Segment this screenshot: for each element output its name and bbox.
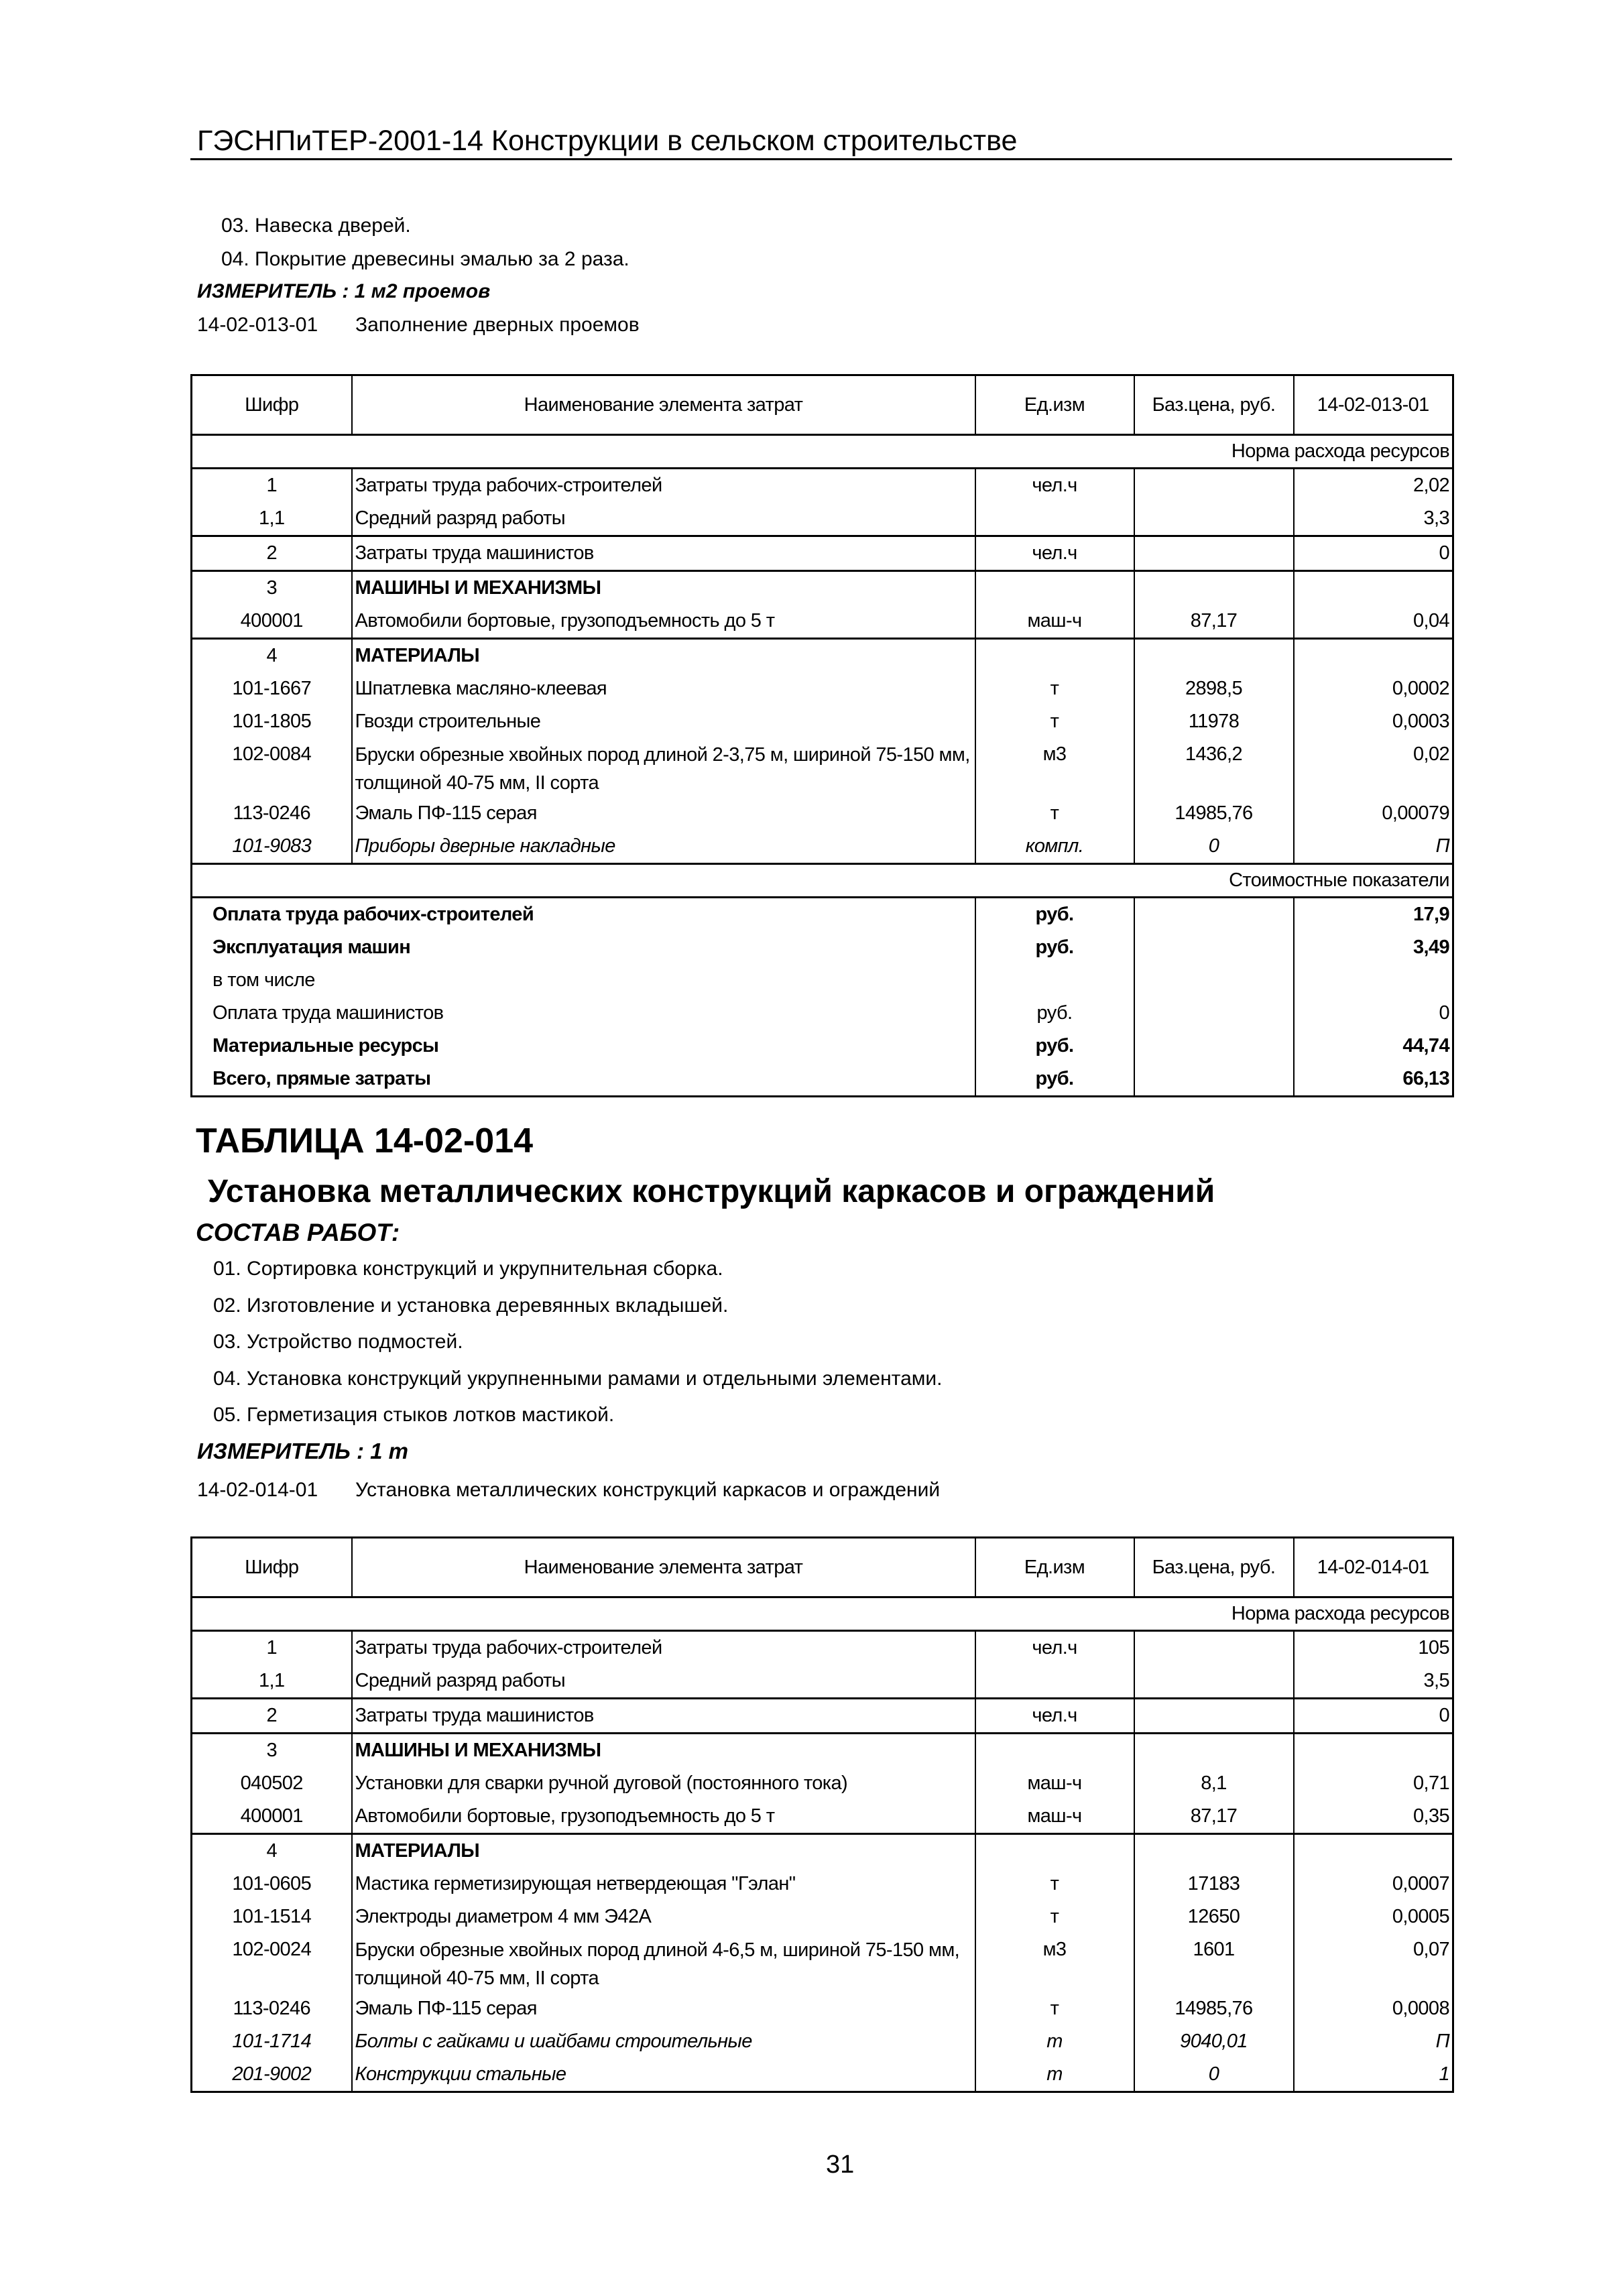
row-code: 101-1667	[192, 672, 352, 705]
cost-label: Стоимостные показатели	[192, 864, 1453, 898]
norm-title: Заполнение дверных проемов	[355, 314, 640, 336]
row-price: 87,17	[1134, 605, 1294, 639]
table-row	[192, 672, 1453, 705]
row-code: 4	[192, 1834, 352, 1868]
summary-empty	[1134, 1030, 1294, 1063]
summary-row	[192, 997, 1453, 1030]
measure-unit: ИЗМЕРИТЕЛЬ : 1 т	[197, 1439, 408, 1463]
row-price: 0	[1134, 830, 1294, 864]
table-row	[192, 1665, 1453, 1699]
row-value: 0,04	[1294, 605, 1453, 639]
row-unit: т	[975, 1992, 1134, 2025]
summary-value: 44,74	[1294, 1030, 1453, 1063]
summary-unit: руб.	[975, 931, 1134, 964]
norma-row	[192, 1597, 1453, 1631]
summary-value: 66,13	[1294, 1063, 1453, 1097]
row-code: 3	[192, 571, 352, 605]
row-value: 3,3	[1294, 502, 1453, 536]
column-header-unit: Ед.изм	[975, 1538, 1134, 1597]
row-value: 3,5	[1294, 1665, 1453, 1699]
table-row	[192, 571, 1453, 605]
norma-label: Норма расхода ресурсов	[192, 1597, 1453, 1631]
row-value	[1294, 639, 1453, 673]
row-code: 102-0084	[192, 738, 352, 797]
row-code: 2	[192, 1699, 352, 1734]
row-value: 0,0008	[1294, 1992, 1453, 2025]
row-value: 0,35	[1294, 1800, 1453, 1834]
row-value: 0	[1294, 1699, 1453, 1734]
resource-table-14-02-014	[190, 1536, 1454, 2093]
table-row	[192, 2025, 1453, 2058]
table-row	[192, 705, 1453, 738]
row-value: 1	[1294, 2058, 1453, 2092]
column-header-price: Баз.цена, руб.	[1134, 1538, 1294, 1597]
row-unit: компл.	[975, 830, 1134, 864]
header-row	[192, 1538, 1453, 1597]
summary-empty	[1134, 964, 1294, 997]
row-price	[1134, 502, 1294, 536]
table-row	[192, 639, 1453, 673]
row-price: 9040,01	[1134, 2025, 1294, 2058]
row-unit	[975, 1665, 1134, 1699]
row-code: 201-9002	[192, 2058, 352, 2092]
row-price: 0	[1134, 2058, 1294, 2092]
row-price: 87,17	[1134, 1800, 1294, 1834]
summary-label: Всего, прямые затраты	[192, 1063, 975, 1097]
column-header-name: Наименование элемента затрат	[352, 1538, 975, 1597]
row-value: 0,0003	[1294, 705, 1453, 738]
row-value	[1294, 571, 1453, 605]
row-unit: чел.ч	[975, 1699, 1134, 1734]
row-code: 1	[192, 1631, 352, 1665]
row-unit	[975, 1734, 1134, 1768]
row-unit: маш-ч	[975, 1767, 1134, 1800]
summary-label: Оплата труда рабочих-строителей	[192, 898, 975, 932]
work-item: 03. Навеска дверей.	[221, 215, 411, 237]
row-value: П	[1294, 2025, 1453, 2058]
row-unit: чел.ч	[975, 1631, 1134, 1665]
row-value: 0,00079	[1294, 797, 1453, 830]
row-unit: маш-ч	[975, 1800, 1134, 1834]
row-code: 101-0605	[192, 1868, 352, 1900]
table-title: ТАБЛИЦА 14-02-014	[196, 1122, 534, 1160]
row-unit: т	[975, 797, 1134, 830]
row-code: 1	[192, 469, 352, 503]
summary-label: Оплата труда машинистов	[192, 997, 975, 1030]
row-name: МАШИНЫ И МЕХАНИЗМЫ	[352, 571, 975, 605]
row-code: 101-1514	[192, 1900, 352, 1933]
row-unit	[975, 639, 1134, 673]
row-code: 040502	[192, 1767, 352, 1800]
summary-unit: руб.	[975, 1063, 1134, 1097]
table-row	[192, 1800, 1453, 1834]
row-code: 1,1	[192, 1665, 352, 1699]
row-unit: т	[975, 2025, 1134, 2058]
row-name: МАТЕРИАЛЫ	[352, 639, 975, 673]
row-code: 400001	[192, 1800, 352, 1834]
row-value: 2,02	[1294, 469, 1453, 503]
table-row	[192, 1734, 1453, 1768]
row-code: 4	[192, 639, 352, 673]
row-code: 1,1	[192, 502, 352, 536]
column-header-code: 14-02-014-01	[1294, 1538, 1453, 1597]
summary-value: 0	[1294, 997, 1453, 1030]
row-price	[1134, 469, 1294, 503]
table-row	[192, 1868, 1453, 1900]
summary-unit	[975, 964, 1134, 997]
row-name: Бруски обрезные хвойных пород длиной 4-6,5 м, шириной 75-150 мм, толщиной 40-75 мм, II сорта	[352, 1933, 975, 1992]
running-header: ГЭСНПиТЕР-2001-14 Конструкции в сельском строительстве	[197, 125, 1018, 157]
row-name: Затраты труда машинистов	[352, 1699, 975, 1734]
row-price: 12650	[1134, 1900, 1294, 1933]
row-value	[1294, 1834, 1453, 1868]
row-name: Мастика герметизирующая нетвердеющая "Гэлан"	[352, 1868, 975, 1900]
row-price: 11978	[1134, 705, 1294, 738]
column-header-shifr: Шифр	[192, 375, 352, 435]
row-code: 3	[192, 1734, 352, 1768]
row-name: МАШИНЫ И МЕХАНИЗМЫ	[352, 1734, 975, 1768]
table-row	[192, 1834, 1453, 1868]
row-name: Приборы дверные накладные	[352, 830, 975, 864]
row-name: Гвозди строительные	[352, 705, 975, 738]
table-row	[192, 830, 1453, 864]
row-value: 0	[1294, 536, 1453, 571]
table-row	[192, 1631, 1453, 1665]
work-item: 05. Герметизация стыков лотков мастикой.	[213, 1404, 615, 1426]
row-price: 14985,76	[1134, 1992, 1294, 2025]
table-row	[192, 1992, 1453, 2025]
row-name: Конструкции стальные	[352, 2058, 975, 2092]
column-header-shifr: Шифр	[192, 1538, 352, 1597]
row-price	[1134, 1699, 1294, 1734]
row-unit: т	[975, 1868, 1134, 1900]
row-value: 105	[1294, 1631, 1453, 1665]
row-value: 0,0007	[1294, 1868, 1453, 1900]
column-header-name: Наименование элемента затрат	[352, 375, 975, 435]
summary-value	[1294, 964, 1453, 997]
summary-row	[192, 898, 1453, 932]
row-value	[1294, 1734, 1453, 1768]
row-price	[1134, 1834, 1294, 1868]
summary-unit: руб.	[975, 1030, 1134, 1063]
row-price: 17183	[1134, 1868, 1294, 1900]
work-item: 03. Устройство подмостей.	[213, 1331, 463, 1353]
summary-empty	[1134, 898, 1294, 932]
column-header-unit: Ед.изм	[975, 375, 1134, 435]
row-unit: т	[975, 672, 1134, 705]
row-price: 2898,5	[1134, 672, 1294, 705]
row-unit	[975, 571, 1134, 605]
row-value: 0,07	[1294, 1933, 1453, 1992]
row-unit	[975, 1834, 1134, 1868]
row-unit	[975, 502, 1134, 536]
norm-title: Установка металлических конструкций каркасов и ограждений	[355, 1479, 941, 1501]
norma-row	[192, 435, 1453, 469]
summary-row	[192, 1063, 1453, 1097]
summary-value: 3,49	[1294, 931, 1453, 964]
row-code: 101-1714	[192, 2025, 352, 2058]
row-unit: м3	[975, 738, 1134, 797]
row-code: 102-0024	[192, 1933, 352, 1992]
summary-unit: руб.	[975, 898, 1134, 932]
column-header-code: 14-02-013-01	[1294, 375, 1453, 435]
row-price	[1134, 1631, 1294, 1665]
measure-unit: ИЗМЕРИТЕЛЬ : 1 м2 проемов	[197, 280, 491, 302]
row-value: 0,0005	[1294, 1900, 1453, 1933]
row-name: Автомобили бортовые, грузоподъемность до 5 т	[352, 1800, 975, 1834]
row-code: 101-1805	[192, 705, 352, 738]
summary-row	[192, 931, 1453, 964]
summary-label: в том числе	[192, 964, 975, 997]
norm-code: 14-02-013-01	[197, 314, 318, 336]
norma-label: Норма расхода ресурсов	[192, 435, 1453, 469]
table-row	[192, 1933, 1453, 1992]
table-row	[192, 1699, 1453, 1734]
cost-header-row	[192, 864, 1453, 898]
row-unit: маш-ч	[975, 605, 1134, 639]
row-name: Эмаль ПФ-115 серая	[352, 1992, 975, 2025]
header-row	[192, 375, 1453, 435]
row-name: Затраты труда машинистов	[352, 536, 975, 571]
work-item: 02. Изготовление и установка деревянных вкладышей.	[213, 1294, 729, 1317]
table-row	[192, 2058, 1453, 2092]
row-price: 1601	[1134, 1933, 1294, 1992]
row-name: Средний разряд работы	[352, 1665, 975, 1699]
row-unit: т	[975, 1900, 1134, 1933]
summary-value: 17,9	[1294, 898, 1453, 932]
row-price	[1134, 571, 1294, 605]
work-composition-heading: СОСТАВ РАБОТ:	[196, 1219, 400, 1246]
row-name: Бруски обрезные хвойных пород длиной 2-3,75 м, шириной 75-150 мм, толщиной 40-75 мм, II сорта	[352, 738, 975, 797]
row-value: 0,71	[1294, 1767, 1453, 1800]
row-value: 0,02	[1294, 738, 1453, 797]
row-price: 1436,2	[1134, 738, 1294, 797]
table-row	[192, 536, 1453, 571]
summary-row	[192, 1030, 1453, 1063]
work-item: 01. Сортировка конструкций и укрупнительная сборка.	[213, 1258, 723, 1280]
row-price	[1134, 639, 1294, 673]
row-name: Электроды диаметром 4 мм Э42А	[352, 1900, 975, 1933]
summary-label: Эксплуатация машин	[192, 931, 975, 964]
table-row	[192, 502, 1453, 536]
row-unit: чел.ч	[975, 536, 1134, 571]
resource-table-14-02-013	[190, 374, 1454, 1097]
row-price: 8,1	[1134, 1767, 1294, 1800]
row-value: 0,0002	[1294, 672, 1453, 705]
row-name: Болты с гайками и шайбами строительные	[352, 2025, 975, 2058]
row-unit: чел.ч	[975, 469, 1134, 503]
summary-label: Материальные ресурсы	[192, 1030, 975, 1063]
table-row	[192, 469, 1453, 503]
row-code: 2	[192, 536, 352, 571]
row-name: Эмаль ПФ-115 серая	[352, 797, 975, 830]
table-row	[192, 797, 1453, 830]
row-value: П	[1294, 830, 1453, 864]
work-item: 04. Покрытие древесины эмалью за 2 раза.	[221, 248, 629, 270]
table-row	[192, 1767, 1453, 1800]
row-price	[1134, 1734, 1294, 1768]
row-price	[1134, 536, 1294, 571]
row-code: 113-0246	[192, 1992, 352, 2025]
summary-empty	[1134, 1063, 1294, 1097]
row-name: Установки для сварки ручной дуговой (постоянного тока)	[352, 1767, 975, 1800]
table-row	[192, 738, 1453, 797]
summary-unit: руб.	[975, 997, 1134, 1030]
row-unit: т	[975, 2058, 1134, 2092]
table-row	[192, 1900, 1453, 1933]
row-price: 14985,76	[1134, 797, 1294, 830]
row-name: Шпатлевка масляно-клеевая	[352, 672, 975, 705]
row-name: МАТЕРИАЛЫ	[352, 1834, 975, 1868]
row-code: 113-0246	[192, 797, 352, 830]
header-rule	[190, 158, 1452, 160]
norm-code: 14-02-014-01	[197, 1479, 318, 1501]
row-unit: м3	[975, 1933, 1134, 1992]
row-name: Затраты труда рабочих-строителей	[352, 469, 975, 503]
table-subtitle: Установка металлических конструкций каркасов и ограждений	[208, 1174, 1215, 1209]
page-number: 31	[826, 2151, 855, 2179]
row-code: 400001	[192, 605, 352, 639]
summary-empty	[1134, 997, 1294, 1030]
row-unit: т	[975, 705, 1134, 738]
summary-row	[192, 964, 1453, 997]
row-name: Затраты труда рабочих-строителей	[352, 1631, 975, 1665]
row-code: 101-9083	[192, 830, 352, 864]
table-row	[192, 605, 1453, 639]
row-name: Средний разряд работы	[352, 502, 975, 536]
row-name: Автомобили бортовые, грузоподъемность до 5 т	[352, 605, 975, 639]
row-price	[1134, 1665, 1294, 1699]
summary-empty	[1134, 931, 1294, 964]
column-header-price: Баз.цена, руб.	[1134, 375, 1294, 435]
work-item: 04. Установка конструкций укрупненными рамами и отдельными элементами.	[213, 1368, 943, 1390]
